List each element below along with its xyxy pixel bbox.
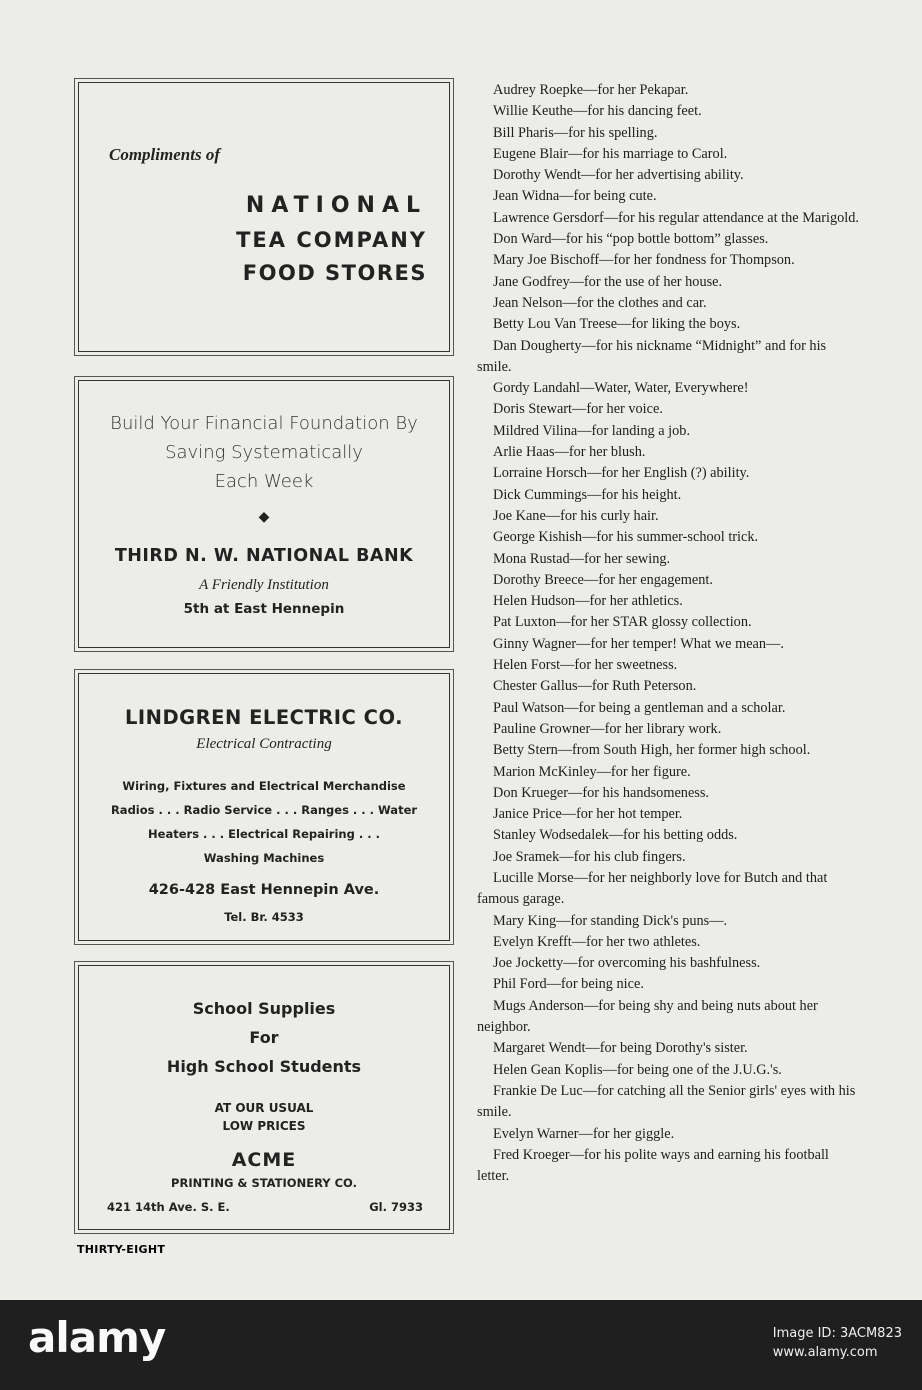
ad-acme-prices-line2: LOW PRICES: [222, 1119, 306, 1133]
list-item: Jane Godfrey—for the use of her house.: [493, 273, 723, 290]
ad-acme-prices-line1: AT OUR USUAL: [214, 1101, 314, 1115]
ad-bank-slogan-line1: Build Your Financial Foundation By: [110, 413, 418, 434]
list-item: Audrey Roepke—for her Pekapar.: [493, 82, 689, 98]
list-item: Willie Keuthe—for his dancing feet.: [493, 103, 702, 120]
list-item: Stanley Wodsedalek—for his betting odds.: [493, 827, 738, 844]
list-item: Doris Stewart—for her voice.: [493, 401, 663, 418]
ad-lindgren-address: 426-428 East Hennepin Ave.: [148, 882, 380, 898]
list-item: Eugene Blair—for his marriage to Carol.: [493, 145, 728, 162]
list-item: Joe Sramek—for his club fingers.: [493, 848, 686, 865]
list-item: Arlie Haas—for her blush.: [493, 444, 646, 461]
ad-acme-headline-line1: School Supplies: [192, 999, 336, 1018]
superlatives-list: [477, 80, 859, 1187]
ad-lindgren-services: [103, 774, 425, 870]
ad-acme-name: ACME: [231, 1149, 297, 1171]
alamy-logo: alamy: [28, 1313, 166, 1362]
list-item: Paul Watson—for being a gentleman and a scholar.: [493, 699, 786, 716]
list-item: Evelyn Warner—for her giggle.: [493, 1125, 675, 1142]
ad-lindgren-services-line1: Wiring, Fixtures and Electrical Merchandise: [122, 779, 406, 793]
ad-acme-headline-line2: For: [249, 1028, 279, 1047]
ad-acme-tel: Gl. 7933: [369, 1200, 423, 1214]
list-item: Helen Hudson—for her athletics.: [493, 593, 683, 610]
ad-lindgren-services-line4: Washing Machines: [203, 851, 325, 865]
list-item: Evelyn Krefft—for her two athletes.: [493, 933, 701, 950]
ad-lindgren-name: LINDGREN ELECTRIC CO.: [124, 706, 404, 729]
list-item: Lucille Morse—for her neighborly love for Butch and that famous garage.: [477, 869, 828, 908]
ad-national-line1: NATIONAL: [245, 193, 427, 218]
ad-national-tea: [78, 82, 450, 352]
list-item: Marion McKinley—for her figure.: [493, 763, 691, 780]
list-item: Joe Kane—for his curly hair.: [493, 507, 659, 524]
watermark-site: www.alamy.com: [772, 1345, 878, 1360]
list-item: Chester Gallus—for Ruth Peterson.: [493, 678, 697, 695]
ad-lindgren-tel: Tel. Br. 4533: [224, 910, 304, 924]
list-item: Mona Rustad—for her sewing.: [493, 550, 671, 567]
list-item: Jean Widna—for being cute.: [493, 188, 657, 205]
list-item: Don Krueger—for his handsomeness.: [493, 784, 709, 801]
ad-national-line2: TEA COMPANY: [236, 228, 427, 252]
list-item: Janice Price—for her hot temper.: [493, 806, 683, 823]
list-item: Gordy Landahl—Water, Water, Everywhere!: [493, 380, 749, 397]
diamond-ornament-icon: ◆: [258, 509, 270, 525]
page-number-label: THIRTY-EIGHT: [77, 1243, 166, 1256]
watermark-info: [773, 1324, 902, 1362]
ad-acme-headline: [79, 994, 449, 1081]
list-item: Mugs Anderson—for being shy and being nuts about her neighbor.: [477, 997, 818, 1036]
ad-lindgren-services-line2: Radios . . . Radio Service . . . Ranges . . . Water: [110, 803, 418, 817]
list-item: Margaret Wendt—for being Dorothy's sister.: [493, 1040, 748, 1057]
ad-acme-prices: [79, 1099, 449, 1135]
ad-acme-address: 421 14th Ave. S. E.: [107, 1200, 230, 1214]
list-item: Dorothy Breece—for her engagement.: [493, 571, 713, 588]
list-item: Phil Ford—for being nice.: [493, 976, 644, 993]
list-item: Betty Lou Van Treese—for liking the boys.: [493, 316, 741, 333]
list-item: Mary Joe Bischoff—for her fondness for Thompson.: [493, 252, 795, 269]
ad-lindgren-services-line3: Heaters . . . Electrical Repairing . . .: [148, 827, 380, 841]
list-item: Pat Luxton—for her STAR glossy collection.: [493, 614, 752, 631]
ad-bank-tagline: A Friendly Institution: [199, 577, 329, 593]
ad-third-nw-bank: [78, 380, 450, 648]
ad-acme-printing: [78, 965, 450, 1230]
ad-national-line3: FOOD STORES: [242, 261, 427, 285]
list-item: Betty Stern—from South High, her former high school.: [493, 742, 811, 759]
ad-bank-address: 5th at East Hennepin: [183, 601, 345, 617]
ad-acme-headline-line3: High School Students: [166, 1057, 362, 1076]
list-item: Helen Forst—for her sweetness.: [493, 657, 678, 674]
list-item: Frankie De Luc—for catching all the Senior girls' eyes with his smile.: [477, 1082, 856, 1121]
list-item: Jean Nelson—for the clothes and car.: [493, 294, 707, 311]
ad-lindgren-subtitle: Electrical Contracting: [196, 736, 332, 752]
ad-bank-slogan-line3: Each Week: [214, 471, 314, 492]
ad-bank-slogan: [79, 409, 449, 496]
ad-bank-slogan-line2: Saving Systematically: [165, 442, 363, 463]
list-item: Dan Dougherty—for his nickname “Midnight” and for his smile.: [477, 337, 827, 375]
ad-bank-name: THIRD N. W. NATIONAL BANK: [114, 546, 414, 566]
list-item: Bill Pharis—for his spelling.: [493, 124, 658, 141]
ad-acme-company: PRINTING & STATIONERY CO.: [171, 1176, 357, 1190]
list-item: Dick Cummings—for his height.: [493, 486, 682, 503]
ad-lindgren-electric: [78, 673, 450, 941]
list-item: Fred Kroeger—for his polite ways and earning his football letter.: [477, 1146, 829, 1185]
list-item: Helen Gean Koplis—for being one of the J.U.G.'s.: [493, 1061, 782, 1078]
list-item: Ginny Wagner—for her temper! What we mean—.: [493, 635, 784, 652]
list-item: Mildred Vilina—for landing a job.: [493, 422, 691, 439]
list-item: Mary King—for standing Dick's puns—.: [493, 912, 728, 929]
list-item: George Kishish—for his summer-school trick.: [493, 529, 759, 546]
list-item: Joe Jocketty—for overcoming his bashfulness.: [493, 955, 761, 972]
list-item: Lawrence Gersdorf—for his regular attendance at the Marigold.: [493, 209, 860, 226]
list-item: Lorraine Horsch—for her English (?) ability.: [493, 465, 750, 482]
list-item: Dorothy Wendt—for her advertising ability.: [493, 167, 744, 184]
ad-compliments-text: Compliments of: [109, 145, 220, 164]
watermark-image-id: Image ID: 3ACM823: [772, 1326, 902, 1341]
list-item: Don Ward—for his “pop bottle bottom” glasses.: [493, 231, 769, 248]
list-item: Pauline Growner—for her library work.: [493, 720, 722, 737]
